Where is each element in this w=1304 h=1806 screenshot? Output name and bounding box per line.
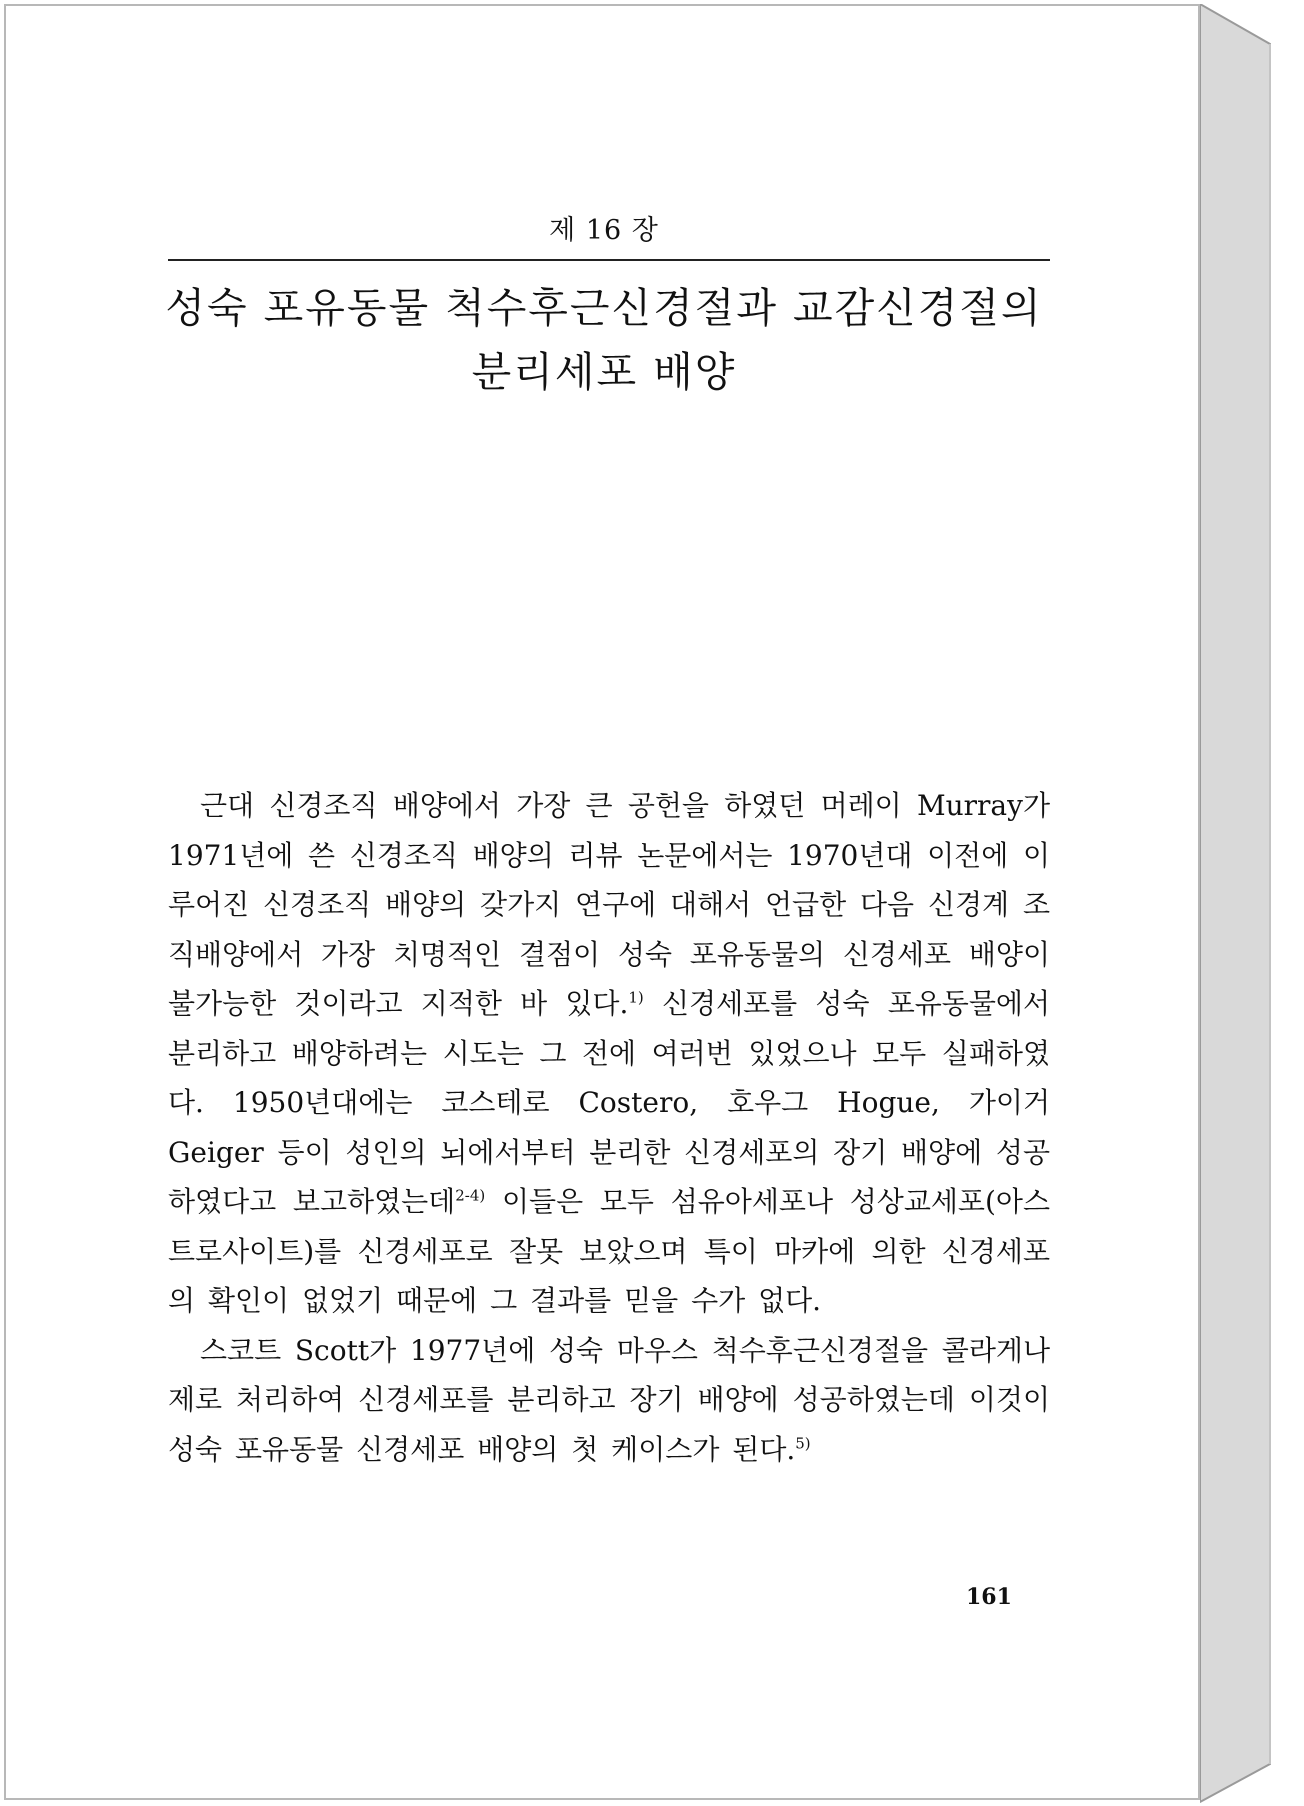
- page-number: 161: [966, 1584, 1012, 1610]
- chapter-title: [126, 276, 1082, 404]
- paragraph-1: [168, 781, 1050, 1326]
- paragraph-text: 근대 신경조직 배양에서 가장 큰 공헌을 하였던 머레이 Murray가 1971년에 쓴 신경조직 배양의 리뷰 논문에서는 1970년대 이전에 이루어진 신경조직 배양의 갖가지 연구에 대해서 언급한 다음 신경계 조직배양에서 가장 치명적인 결점이 성숙 포유동물의 신경세포 배양이 불가능한 것이라고 지적한 바 있다.: [168, 789, 1050, 1020]
- citation-superscript: 5): [795, 1434, 811, 1453]
- chapter-title-line-2: 분리세포 배양: [471, 348, 737, 396]
- citation-superscript: 2-4): [455, 1186, 486, 1205]
- chapter-heading: 제 16 장: [549, 215, 659, 246]
- citation-superscript: 1): [628, 988, 644, 1007]
- book-page: [4, 4, 1200, 1800]
- book-spine-shape: [1200, 4, 1304, 1804]
- paragraph-text: 이들은 모두 섬유아세포나 성상교세포(아스트로사이트)를 신경세포로 잘못 보았으며 특이 마카에 의한 신경세포의 확인이 없었기 때문에 그 결과를 믿을 수가 없다.: [168, 1185, 1050, 1317]
- body-text: [168, 781, 1050, 1474]
- paragraph-2: [168, 1326, 1050, 1475]
- heading-rule: [168, 259, 1050, 261]
- paragraph-text: 신경세포를 성숙 포유동물에서 분리하고 배양하려는 시도는 그 전에 여러번 있었으나 모두 실패하였다. 1950년대에는 코스테로 Costero, 호우그 Hogue, 가이거 Geiger 등이 성인의 뇌에서부터 분리한 신경세포의 장기 배양에 성공하였다고 보고하였는데: [168, 987, 1050, 1218]
- paragraph-text: 스코트 Scott가 1977년에 성숙 마우스 척수후근신경절을 콜라게나제로 처리하여 신경세포를 분리하고 장기 배양에 성공하였는데 이것이 성숙 포유동물 신경세포 배양의 첫 케이스가 된다.: [168, 1333, 1050, 1466]
- chapter-title-line-1: 성숙 포유동물 척수후근신경절과 교감신경절의: [165, 284, 1043, 332]
